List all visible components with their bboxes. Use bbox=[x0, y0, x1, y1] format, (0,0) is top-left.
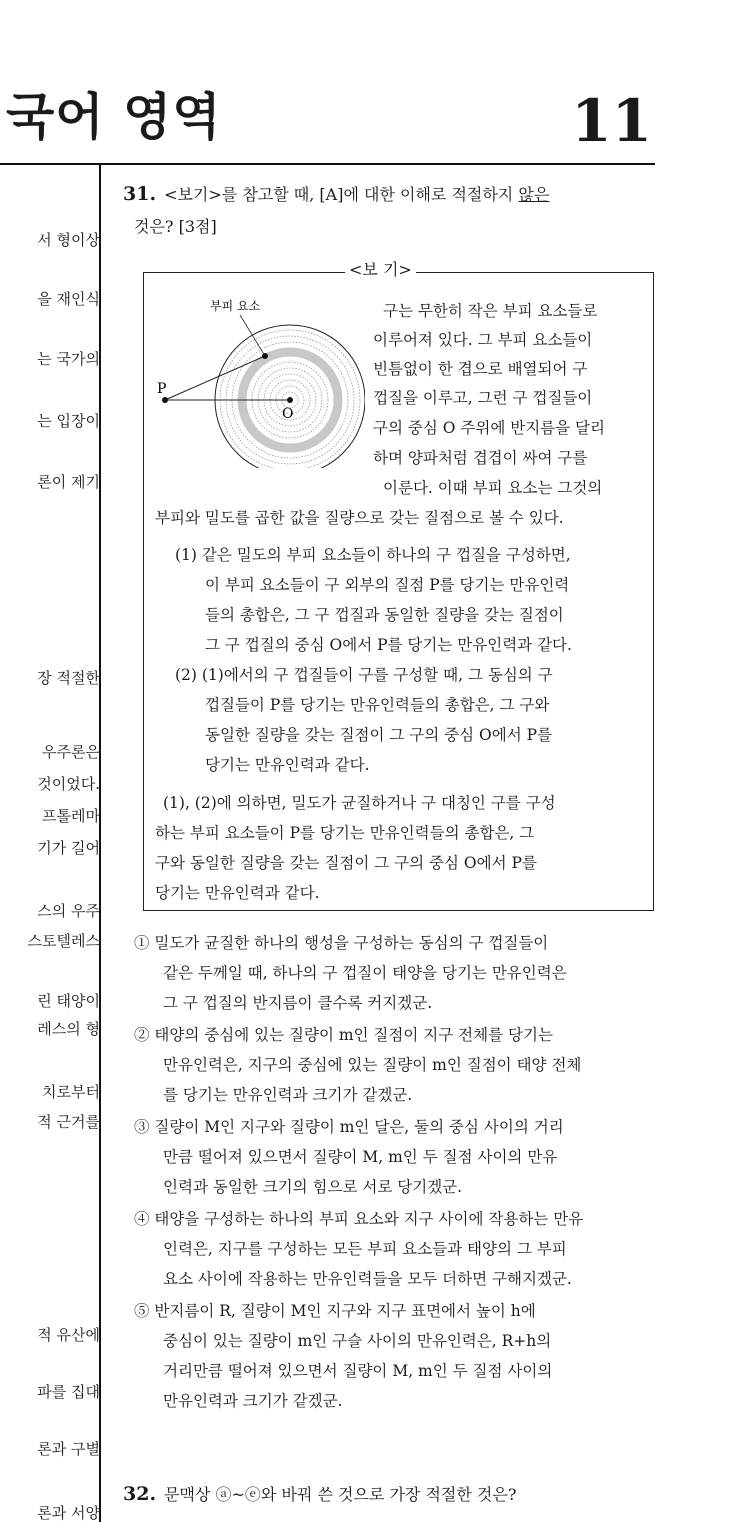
left-fragment: 서 형이상 bbox=[37, 231, 100, 249]
q31-stem-text: <보기>를 참고할 때, [A]에 대한 이해로 적절하지 bbox=[164, 185, 519, 204]
label-leader bbox=[240, 315, 265, 356]
bogi-item2-line: 당기는 만유인력과 같다. bbox=[205, 756, 370, 774]
bogi-text-line: 구는 무한히 작은 부피 요소들로 bbox=[383, 302, 598, 320]
bogi-text-line: 부피와 밀도를 곱한 값을 질량으로 갖는 질점으로 볼 수 있다. bbox=[155, 509, 564, 527]
point-p-label: P bbox=[157, 381, 167, 397]
volume-element-label: 부피 요소 bbox=[210, 299, 261, 313]
bogi-item2-line: 동일한 질량을 갖는 질점이 그 구의 중심 O에서 P를 bbox=[205, 726, 553, 744]
bogi-text-line: 이룬다. 이때 부피 요소는 그것의 bbox=[383, 479, 603, 497]
center-o-label: O bbox=[282, 406, 294, 422]
bogi-item1-line: (1) 같은 밀도의 부피 요소들이 하나의 구 껍질을 구성하면, bbox=[175, 546, 571, 564]
left-fragment: 것이었다. bbox=[37, 775, 100, 793]
left-fragment: 론과 구별 bbox=[37, 1440, 100, 1458]
bogi-item1-line: 이 부피 요소들이 구 외부의 질점 P를 당기는 만유인력 bbox=[205, 576, 570, 594]
bogi-title: <보 기> bbox=[345, 262, 416, 278]
left-fragment: 론과 서양 bbox=[37, 1504, 100, 1522]
bogi-text-line: 구의 중심 O 주위에 반지름을 달리 bbox=[373, 419, 605, 437]
left-fragment: 린 태양이 bbox=[37, 992, 100, 1010]
choice-4-cont: 요소 사이에 작용하는 만유인력들을 모두 더하면 구해지겠군. bbox=[163, 1270, 572, 1288]
bogi-text-line: 하며 양파처럼 겹겹이 싸여 구를 bbox=[373, 449, 588, 467]
bogi-conclusion-line: 구와 동일한 질량을 갖는 질점이 그 구의 중심 O에서 P를 bbox=[155, 854, 537, 872]
q32-stem bbox=[123, 1485, 516, 1504]
choice-1-cont: 그 구 껍질의 반지름이 클수록 커지겠군. bbox=[163, 994, 433, 1012]
left-fragment: 장 적절한 bbox=[37, 669, 100, 687]
choice-5[interactable]: ⑤ 반지름이 R, 질량이 M인 지구와 지구 표면에서 높이 h에 bbox=[134, 1302, 536, 1320]
bogi-item2-line: 껍질들이 P를 당기는 만유인력들의 총합은, 그 구와 bbox=[205, 696, 550, 714]
left-fragment: 치로부터 bbox=[42, 1083, 100, 1101]
left-fragment: 기가 길어 bbox=[37, 839, 100, 857]
q31-number: 31. bbox=[123, 183, 157, 205]
q31-stem-underlined: 않은 bbox=[518, 185, 550, 204]
left-fragment: 적 근거를 bbox=[37, 1113, 100, 1131]
bogi-text-line: 껍질을 이루고, 그런 구 껍질들이 bbox=[373, 389, 593, 407]
page-number: 11 bbox=[571, 87, 652, 155]
choice-2-cont: 를 당기는 만유인력과 크기가 같겠군. bbox=[163, 1086, 413, 1104]
center-o-dot bbox=[287, 397, 293, 403]
left-fragment: 레스의 형 bbox=[37, 1020, 100, 1038]
left-fragment: 는 국가의 bbox=[37, 350, 100, 368]
left-fragment: 스토텔레스 bbox=[27, 932, 100, 950]
left-fragment: 우주론은 bbox=[42, 743, 100, 761]
bogi-item1-line: 들의 총합은, 그 구 껍질과 동일한 질량을 갖는 질점이 bbox=[205, 606, 564, 624]
choice-3-cont: 만큼 떨어져 있으면서 질량이 M, m인 두 질점 사이의 만유 bbox=[163, 1148, 558, 1166]
left-fragment: 론이 제기 bbox=[37, 473, 100, 491]
volume-element-dot bbox=[262, 353, 268, 359]
left-fragment: 는 입장이 bbox=[37, 412, 100, 430]
q31-stem-line2: 것은? [3점] bbox=[134, 217, 217, 236]
choice-3[interactable]: ③ 질량이 M인 지구와 질량이 m인 달은, 둘의 중심 사이의 거리 bbox=[134, 1118, 564, 1136]
choice-5-cont: 중심이 있는 질량이 m인 구슬 사이의 만유인력은, R+h의 bbox=[163, 1332, 552, 1350]
bogi-item2-line: (2) (1)에서의 구 껍질들이 구를 구성할 때, 그 동심의 구 bbox=[175, 666, 553, 684]
bogi-conclusion-line: 하는 부피 요소들이 P를 당기는 만유인력들의 총합은, 그 bbox=[155, 824, 535, 842]
point-p-dot bbox=[162, 397, 168, 403]
choice-2-cont: 만유인력은, 지구의 중심에 있는 질량이 m인 질점이 태양 전체 bbox=[163, 1056, 582, 1074]
bogi-conclusion-line: 당기는 만유인력과 같다. bbox=[155, 884, 320, 902]
choice-1[interactable]: ① 밀도가 균질한 하나의 행성을 구성하는 동심의 구 껍질들이 bbox=[134, 934, 549, 952]
bogi-conclusion-line: (1), (2)에 의하면, 밀도가 균질하거나 구 대칭인 구를 구성 bbox=[163, 794, 556, 812]
sphere-diagram bbox=[155, 293, 365, 468]
bogi-text-line: 이루어져 있다. 그 부피 요소들이 bbox=[373, 331, 593, 349]
subject-title: 국어 영역 bbox=[6, 88, 222, 146]
choice-2[interactable]: ② 태양의 중심에 있는 질량이 m인 질점이 지구 전체를 당기는 bbox=[134, 1026, 553, 1044]
left-fragment: 프톨레마 bbox=[42, 807, 100, 825]
choice-4-cont: 인력은, 지구를 구성하는 모든 부피 요소들과 태양의 그 부피 bbox=[163, 1240, 567, 1258]
choice-3-cont: 인력과 동일한 크기의 힘으로 서로 당기겠군. bbox=[163, 1178, 463, 1196]
choice-5-cont: 거리만큼 떨어져 있으면서 질량이 M, m인 두 질점 사이의 bbox=[163, 1362, 553, 1380]
bogi-item1-line: 그 구 껍질의 중심 O에서 P를 당기는 만유인력과 같다. bbox=[205, 636, 572, 654]
left-fragment: 적 유산에 bbox=[37, 1326, 100, 1344]
q32-number: 32. bbox=[123, 1483, 157, 1505]
bogi-text-line: 빈틈없이 한 겹으로 배열되어 구 bbox=[373, 360, 588, 378]
choice-4[interactable]: ④ 태양을 구성하는 하나의 부피 요소와 지구 사이에 작용하는 만유 bbox=[134, 1210, 584, 1228]
q32-stem-text: 문맥상 ⓐ~ⓔ와 바꿔 쓴 것으로 가장 적절한 것은? bbox=[164, 1485, 517, 1504]
choice-1-cont: 같은 두께일 때, 하나의 구 껍질이 태양을 당기는 만유인력은 bbox=[163, 964, 567, 982]
left-fragment: 스의 우주 bbox=[37, 902, 100, 920]
left-fragment: 파를 집대 bbox=[37, 1383, 100, 1401]
left-fragment: 을 재인식 bbox=[37, 290, 100, 308]
q31-stem bbox=[123, 185, 549, 204]
choice-5-cont: 만유인력과 크기가 같겠군. bbox=[163, 1392, 343, 1410]
